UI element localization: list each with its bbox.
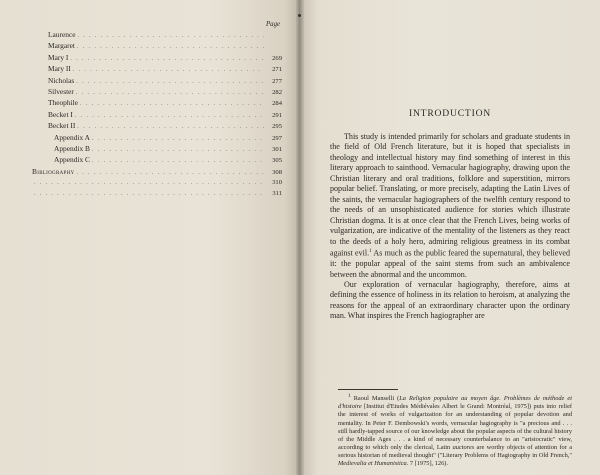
toc-entry	[32, 133, 282, 144]
toc-leader-dots	[92, 145, 264, 155]
toc-entry	[32, 41, 282, 52]
toc-leader-dots	[34, 189, 264, 199]
toc-entry	[32, 76, 282, 87]
toc-entry-label: Mary I	[48, 52, 69, 62]
toc-leader-dots	[76, 168, 264, 178]
footnote-text: Raoul Manselli (	[350, 395, 400, 403]
paragraph-2: Our exploration of vernacular hagiography, therefore, aims at defining the essence of holiness in its relation to heroism, at analyzing the reasons for the appeal of an extraordinary character upon the ordinary man. What inspires the French hagiographer are	[330, 280, 570, 321]
toc-entry-page: 271	[272, 66, 282, 74]
toc-entry-page: 284	[272, 100, 282, 108]
footnote-text-3: are worthy objects of attention for a serious historian of medieval thought" ("Literary Problems of Hagiography in Old French,"	[338, 444, 573, 460]
toc-entry-page: 282	[272, 89, 282, 97]
toc-list	[32, 30, 282, 199]
toc-entry-page: 305	[272, 157, 282, 165]
chapter-body	[330, 132, 570, 322]
toc-entry-page: 297	[272, 134, 282, 142]
footnote-text-2: [Institut d'Etudes Médiévales Albert le Grand: Montréal, 1975]) puts into relief the interest of works of vulgarization for an understanding of popular devotion and mentality. In Peter F. Dembowski's words, vernacular hagiography is "a precious and . . . still hardly-tapped source of our knowledge about the popular aspects of the cultural history of the Middle Ages . . . a kind of necessary counterbalance to an "aristocratic" view, according to which only the clerical, Latin	[338, 403, 572, 452]
footnote-rule	[338, 389, 398, 390]
toc-entry-page: 295	[272, 123, 282, 131]
toc-entry	[32, 53, 282, 64]
toc-entry-label: Nicholas	[48, 75, 75, 85]
toc-entry	[32, 64, 282, 75]
paragraph-1	[330, 132, 570, 280]
toc-entry-label: Laurence	[48, 30, 76, 39]
toc-entry-label: Appendix C	[54, 155, 90, 165]
footnote	[338, 392, 572, 469]
toc-entry-label: Bibliography	[32, 166, 75, 176]
toc-leader-dots	[70, 54, 264, 64]
footnote-term: auctores	[452, 444, 475, 452]
toc-entry	[32, 87, 282, 98]
toc-entry	[32, 155, 282, 166]
toc-leader-dots	[77, 122, 264, 132]
toc-entry-page: 310	[272, 179, 282, 187]
toc-entry-label: Appendix A	[54, 132, 90, 142]
footnote-journal: Medievalia et Humanistica	[338, 460, 407, 468]
toc-leader-dots	[75, 111, 264, 121]
toc-entry	[32, 167, 282, 178]
toc-leader-dots	[34, 178, 264, 188]
toc-entry	[32, 110, 282, 121]
paragraph-1-text-cont: As much as the public feared the supernatural, they believed it: the popular appeal of the saint stems from such an ambivalence between the abnormal and the uncommon.	[330, 248, 570, 279]
toc-leader-dots	[78, 31, 265, 41]
toc-entry	[32, 98, 282, 109]
toc-entry-label: Becket I	[48, 109, 73, 119]
toc-entry-page: 269	[272, 54, 282, 62]
toc-page-header: Page	[266, 21, 280, 28]
toc-entry-label: Theophile	[48, 98, 78, 108]
toc-leader-dots	[77, 42, 264, 52]
toc-entry	[32, 30, 282, 41]
toc-entry-page: 311	[272, 189, 282, 197]
toc-entry-label: Appendix B	[54, 144, 90, 154]
toc-entry-label: Margaret	[48, 41, 75, 51]
toc-entry-page: 291	[272, 111, 282, 119]
toc-entry-page: 277	[272, 77, 282, 85]
footnote-ref: 1	[369, 248, 372, 254]
toc-leader-dots	[76, 77, 264, 87]
footnote-text-4: . 7 [1975], 126).	[406, 460, 448, 468]
toc-leader-dots	[92, 156, 264, 166]
toc-entry-label: Silvester	[48, 87, 74, 97]
footnote-title-1: La Religion populaire au moyen âge. Problèmes de méthode et d'histoire	[338, 395, 572, 411]
footnote-number: 1	[348, 393, 351, 399]
toc-leader-dots	[73, 65, 264, 75]
paragraph-1-text: This study is intended primarily for scholars and graduate students in the field of Old French literature, but it is hoped that specialists in theology and intellectual history may find something of interest in this literary approach to sainthood. Vernacular hagiography, drawing upon the Christian literary and oral traditions, folklore and superstition, mirrors popular belief. Translating, or more precisely, adapting the Latin Lives of the saints, the vernacular hagiographers of the twelfth century respond to the needs of an unsophisticated audience for stories which illustrate Christian dogma. It is at once clear that the French Lives, being works of vulgarization, are indicative of the mentality of the listeners as they react to the deeds of a holy hero, admiring religious greatness in its combat against evil.	[330, 132, 570, 258]
toc-entry	[32, 121, 282, 132]
toc-leader-dots	[80, 99, 264, 109]
chapter-title: INTRODUCTION	[408, 108, 492, 119]
toc-entry-page: 301	[272, 146, 282, 154]
table-of-contents	[32, 20, 282, 199]
toc-entry-label: Mary II	[48, 64, 71, 74]
toc-entry	[32, 189, 282, 199]
toc-leader-dots	[92, 134, 264, 144]
toc-entry	[32, 144, 282, 155]
toc-entry	[32, 178, 282, 188]
book-gutter	[296, 0, 304, 475]
toc-leader-dots	[76, 88, 264, 98]
toc-entry-label: Becket II	[48, 121, 76, 131]
toc-entry-page: 308	[272, 168, 282, 176]
page-mark	[298, 14, 301, 17]
